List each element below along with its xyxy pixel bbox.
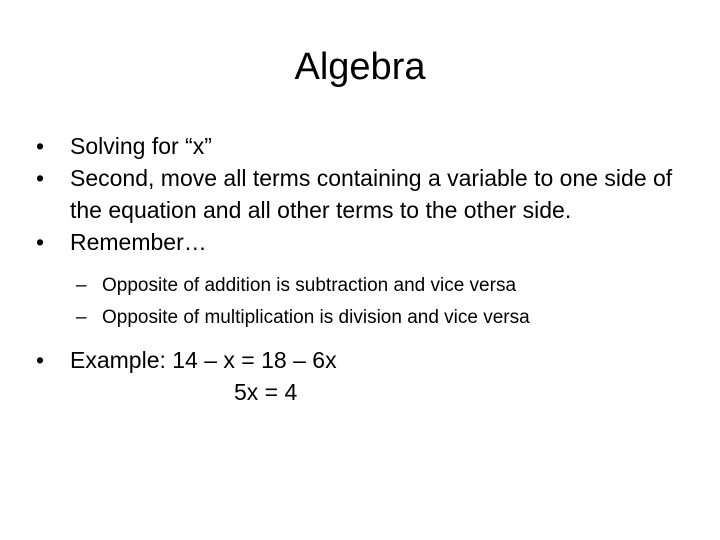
sub-bullet-list [36, 270, 676, 334]
bullet-marker: • [36, 347, 45, 373]
bullet-marker: • [36, 133, 45, 159]
bullet-text: Second, move all terms containing a variable to one side of the equation and all other terms to the other side. [70, 165, 673, 223]
example-result: 5x = 4 [234, 379, 298, 405]
sub-bullet-marker: – [76, 307, 87, 328]
bullet-marker: • [36, 165, 45, 191]
bullet-item [36, 162, 676, 226]
sub-bullet-item [36, 302, 676, 334]
bullet-item [36, 226, 676, 258]
sub-bullet-text: Opposite of addition is subtraction and vice versa [102, 275, 517, 296]
slide-title: Algebra [294, 46, 426, 88]
sub-bullet-text: Opposite of multiplication is division and vice versa [102, 307, 530, 328]
sub-bullet-item [36, 270, 676, 302]
bullet-list [36, 130, 676, 408]
example-equation: Example: 14 – x = 18 – 6x [70, 347, 337, 373]
example-bullet [36, 344, 676, 376]
bullet-text: Solving for “x” [70, 133, 212, 159]
bullet-text: Remember… [70, 229, 207, 255]
bullet-marker: • [36, 229, 45, 255]
bullet-item [36, 130, 676, 162]
sub-bullet-marker: – [76, 275, 87, 296]
